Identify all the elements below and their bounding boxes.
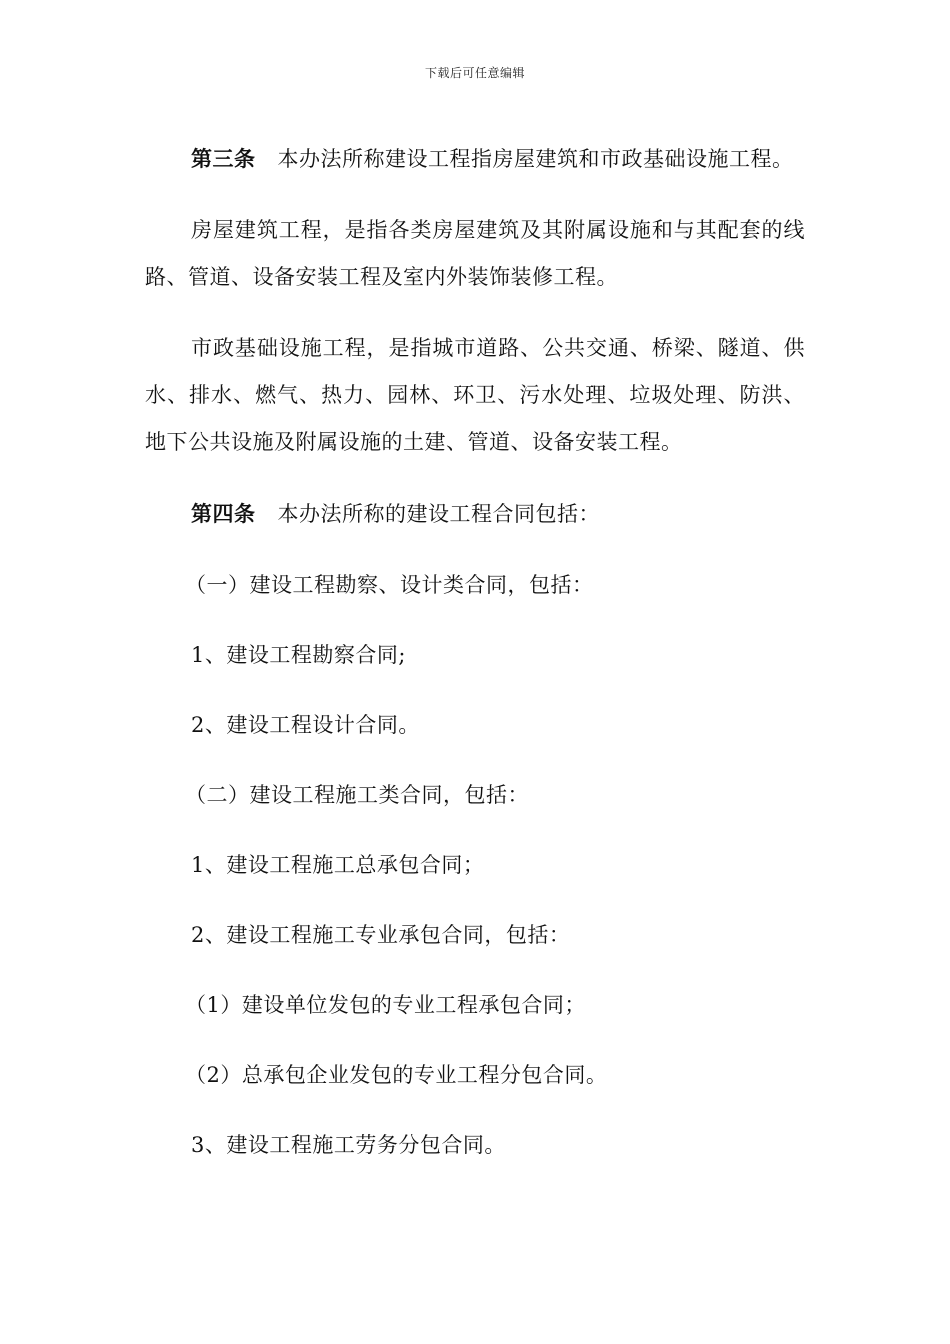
list-item: （2）总承包企业发包的专业工程分包合同。 xyxy=(185,1063,608,1087)
document-body xyxy=(145,135,805,1192)
article-text: 本办法所称建设工程指房屋建筑和市政基础设施工程。 xyxy=(277,147,794,171)
list-item: 1、建设工程勘察合同; xyxy=(191,643,406,667)
article-4-paragraph xyxy=(145,490,805,538)
list-item: 1、建设工程施工总承包合同； xyxy=(191,853,485,877)
list-item: （一）建设工程勘察、设计类合同，包括： xyxy=(185,573,594,597)
municipal-engineering-paragraph: 市政基础设施工程，是指城市道路、公共交通、桥梁、隧道、供水、排水、燃气、热力、园林、环卫、污水处理、垃圾处理、防洪、地下公共设施及附属设施的土建、管道、设备安装工程。 xyxy=(145,336,805,454)
list-item: （1）建设单位发包的专业工程承包合同； xyxy=(185,993,586,1017)
building-engineering-paragraph: 房屋建筑工程，是指各类房屋建筑及其附属设施和与其配套的线路、管道、设备安装工程及室内外装饰装修工程。 xyxy=(145,218,805,289)
list-item: （二）建设工程施工类合同，包括： xyxy=(185,783,529,807)
article-label: 第四条 xyxy=(191,501,256,526)
page-header: 下载后可任意编辑 xyxy=(424,66,525,80)
list-item: 3、建设工程施工劳务分包合同。 xyxy=(191,1133,506,1157)
article-label: 第三条 xyxy=(191,146,256,171)
list-item: 2、建设工程设计合同。 xyxy=(191,713,420,737)
article-3-paragraph xyxy=(145,135,805,183)
list-item: 2、建设工程施工专业承包合同，包括： xyxy=(191,923,571,947)
article-text: 本办法所称的建设工程合同包括： xyxy=(277,502,600,526)
